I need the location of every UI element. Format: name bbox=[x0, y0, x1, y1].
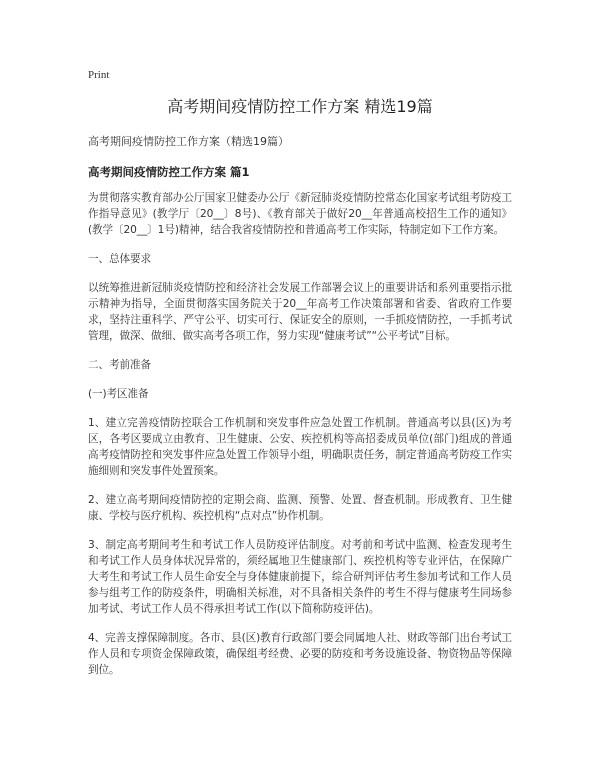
item-4-paragraph: 4、完善支撑保障制度。各市、县(区)教育行政部门要会同属地人社、财政等部门出台考试工作人员和专项资金保障政策，确保组考经费、必要的防疫和考务设施设备、物资物品等保障到位。 bbox=[88, 632, 512, 676]
item-1-paragraph: 1、建立完善疫情防控联合工作机制和突发事件应急处置工作机制。普通高考以县(区)为考区，各考区要成立由教育、卫生健康、公安、疾控机构等高招委成员单位(部门)组成的普通高考疫情防控和突发事件应急处置工作领导小组，明确职责任务，制定普通高考防疫工作实施细则和突发事件处置预案。 bbox=[88, 417, 512, 477]
page-title: 高考期间疫情防控工作方案 精选19篇 bbox=[167, 97, 433, 116]
document-subtitle: 高考期间疫情防控工作方案（精选19篇） bbox=[88, 135, 289, 148]
heading-pre-exam-preparation: 二、考前准备 bbox=[88, 359, 151, 371]
item-2-paragraph: 2、建立高考期间疫情防控的定期会商、监测、预警、处置、督查机制。形成教育、卫生健康、学校与医疗机构、疾控机构“点对点”协作机制。 bbox=[88, 494, 512, 522]
heading-exam-area-preparation: (一)考区准备 bbox=[88, 388, 149, 400]
heading-general-requirements: 一、总体要求 bbox=[88, 253, 151, 265]
section-heading: 高考期间疫情防控工作方案 篇1 bbox=[88, 165, 250, 179]
item-3-paragraph: 3、制定高考期间考生和考试工作人员防疫评估制度。对考前和考试中监测、检查发现考生和考试工作人员身体状况异常的，须经属地卫生健康部门、疾控机构等专业评估，在保障广大考生和考试工作人员生命安全与身体健康前提下，综合研判评估考生参加考试和工作人员参与组考工作的防疫条件，明确相关标准，对不具备相关条件的考生不得与健康考生同场参加考试、考试工作人员不得承担考试工作(以下简称防疫评估)。 bbox=[88, 539, 512, 615]
intro-paragraph: 为贯彻落实教育部办公厅国家卫健委办公厅《新冠肺炎疫情防控常态化国家考试组考防疫工作指导意见》(教学厅〔20__〕8号)、《教育部关于做好20__年普通高校招生工作的通知》(教学〔20__〕1号)精神，结合我省疫情防控和普通高考工作实际，特制定如下工作方案。 bbox=[88, 192, 512, 236]
print-link[interactable]: Print bbox=[88, 69, 110, 81]
general-requirements-paragraph: 以统筹推进新冠肺炎疫情防控和经济社会发展工作部署会议上的重要讲话和系列重要指示批示精神为指导，全面贯彻落实国务院关于20__年高考工作决策部署和省委、省政府工作要求，坚持注重科学、严守公平、切实可行、保证安全的原则，一手抓疫情防控，一手抓考试管理，做深、做细、做实高考各项工作，努力实现“健康考试”“公平考试”目标。 bbox=[88, 282, 512, 342]
